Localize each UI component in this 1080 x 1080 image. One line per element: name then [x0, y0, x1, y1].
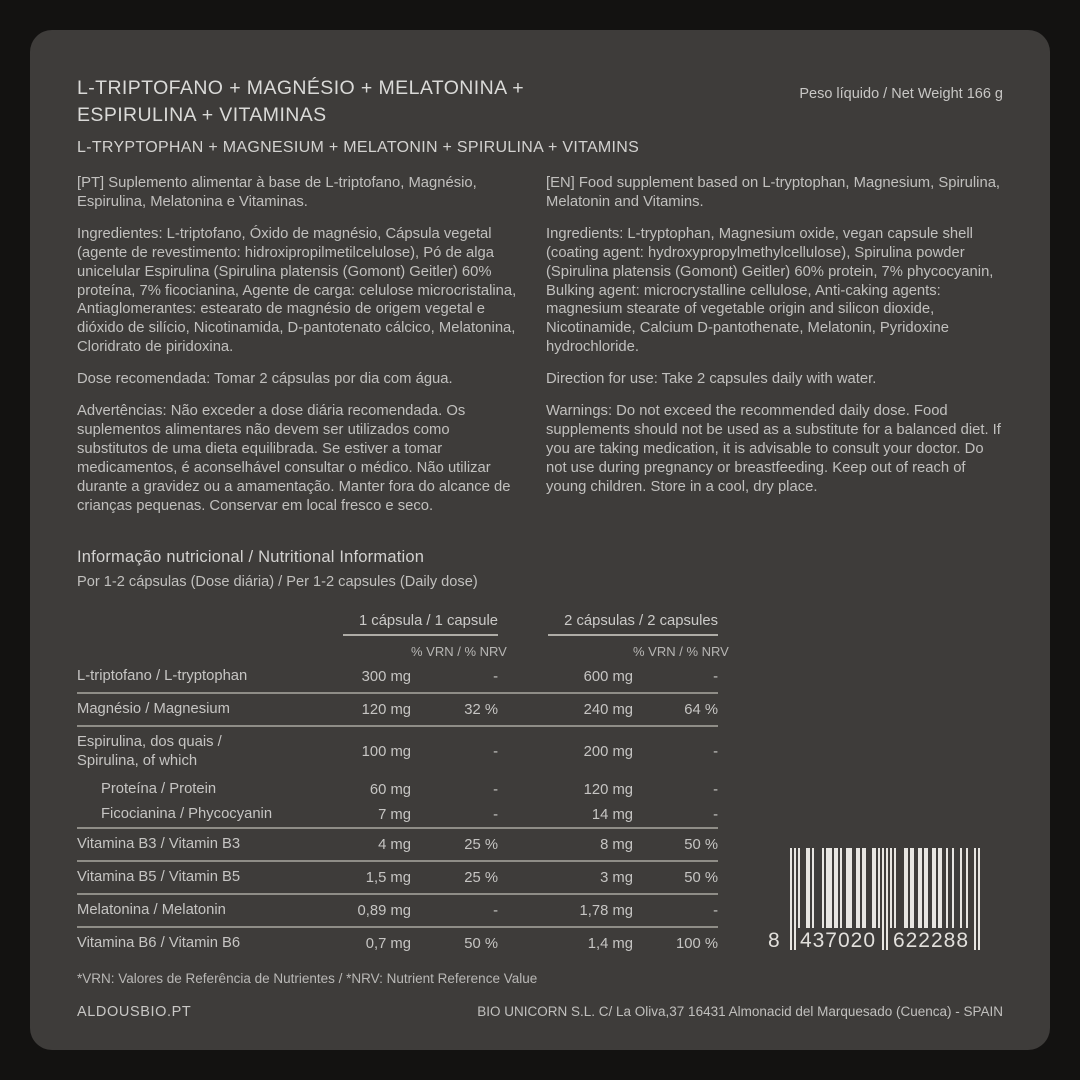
col-header-2-capsules: 2 cápsulas / 2 capsules: [498, 613, 718, 636]
product-title-en: L-TRYPTOPHAN + MAGNESIUM + MELATONIN + SPIRULINA + VITAMINS: [77, 139, 640, 156]
barcode-digits-group1: 437020: [799, 929, 877, 952]
pt-ingredients: Ingredientes: L-triptofano, Óxido de magnésio, Cápsula vegetal (agente de revestimento: hidroxipropilmetilcelulose), Pó de alga unicelular Espirulina (Spirulina platensis (Gomont) Geitler) 60% proteína, 7% ficocianina, Agente de carga: celulose microcristalina, Antiaglomerantes: estearato de magnésio de origem vegetal e dióxido de silício, Nicotinamida, D-pantotenato cálcico, Melatonina, Cloridrato de piridoxina.: [77, 225, 517, 356]
body-text-columns: [77, 174, 1003, 529]
table-subrow: Ficocianina / Phycocyanin 7 mg - 14 mg -: [77, 802, 718, 829]
table-vrn-header-row: [77, 636, 729, 661]
vrn-label-1: % VRN / % NRV: [411, 644, 507, 659]
col-header-1-capsule: 1 cápsula / 1 capsule: [327, 613, 498, 636]
brand-website: ALDOUSBIO.PT: [77, 1004, 192, 1020]
product-title-pt: [77, 75, 639, 129]
nutrition-subheading: Por 1-2 cápsulas (Dose diária) / Per 1-2 capsules (Daily dose): [77, 574, 478, 590]
product-title-block: [77, 75, 639, 158]
pt-intro: [PT] Suplemento alimentar à base de L-triptofano, Magnésio, Espirulina, Melatonina e Vitaminas.: [77, 175, 477, 210]
table-row: Vitamina B6 / Vitamin B6 0,7 mg 50 % 1,4 mg 100 %: [77, 935, 718, 952]
table-row: Magnésio / Magnesium 120 mg 32 % 240 mg 64 %: [77, 694, 718, 727]
en-direction: Direction for use: Take 2 capsules daily with water.: [546, 371, 877, 388]
product-label: [30, 30, 1050, 1050]
manufacturer-address: BIO UNICORN S.L. C/ La Oliva,37 16431 Almonacid del Marquesado (Cuenca) - SPAIN: [477, 1004, 1003, 1019]
en-intro: [EN] Food supplement based on L-tryptophan, Magnesium, Spirulina, Melatonin and Vitamins.: [546, 175, 1001, 210]
table-subrow: Proteína / Protein 60 mg - 120 mg -: [101, 781, 718, 798]
table-row: Vitamina B5 / Vitamin B5 1,5 mg 25 % 3 mg 50 %: [77, 862, 718, 895]
label-footer: [77, 1004, 1003, 1020]
table-row: Espirulina, dos quais / Spirulina, of which 100 mg - 200 mg -: [77, 734, 718, 769]
vrn-footnote: *VRN: Valores de Referência de Nutrientes / *NRV: Nutrient Reference Value: [77, 971, 538, 986]
product-title-pt-line1: L-TRIPTOFANO + MAGNÉSIO + MELATONINA +: [77, 77, 525, 99]
barcode-digit-first: 8: [768, 929, 781, 952]
column-en: [546, 174, 1003, 529]
table-row: Melatonina / Melatonin 0,89 mg - 1,78 mg -: [77, 895, 718, 928]
table-row: Vitamina B3 / Vitamin B3 4 mg 25 % 8 mg 50 %: [77, 829, 718, 862]
vrn-label-2: % VRN / % NRV: [633, 644, 729, 659]
table-row: L-triptofano / L-tryptophan 300 mg - 600 mg -: [77, 661, 718, 694]
en-ingredients: Ingredients: L-tryptophan, Magnesium oxide, vegan capsule shell (coating agent: hydroxypropylmethylcellulose), Spirulina powder (Spirulina platensis (Gomont) Geitler) 60% protein, 7% phycocyanin, Bulking agent: microcrystalline cellulose, Anti-caking agents: magnesium stearate of vegetable origin and silicon dioxide, Nicotinamide, Calcium D-pantothenate, Melatonin, Pyridoxine hydrochloride.: [546, 225, 994, 356]
nutrition-table: [77, 613, 729, 959]
ean13-barcode: [768, 848, 980, 952]
product-title-pt-line2: ESPIRULINA + VITAMINAS: [77, 104, 327, 126]
pt-warnings: Advertências: Não exceder a dose diária recomendada. Os suplementos alimentares não devem ser utilizados como substitutos de uma dieta equilibrada. Se estiver a tomar medicamentos, é aconselhável consultar o médico. Não utilizar durante a gravidez ou a amamentação. Manter fora do alcance de crianças pequenas. Conservar em local fresco e seco.: [77, 403, 511, 514]
column-pt: [77, 174, 518, 529]
barcode-digits-group2: 622288: [892, 929, 970, 952]
net-weight: Peso líquido / Net Weight 166 g: [799, 86, 1003, 102]
label-header: [77, 75, 1003, 158]
label-content: [30, 30, 1050, 1050]
en-warnings: Warnings: Do not exceed the recommended daily dose. Food supplements should not be used as a substitute for a balanced diet. If you are taking medication, it is advisable to consult your doctor. Do not use during pregnancy or breastfeeding. Keep out of reach of young children. Store in a cool, dry place.: [546, 403, 1001, 495]
nutrition-heading: Informação nutricional / Nutritional Information: [77, 548, 425, 566]
table-group-header-row: [77, 613, 718, 636]
nutrition-section: [77, 548, 737, 986]
pt-dose: Dose recomendada: Tomar 2 cápsulas por dia com água.: [77, 371, 453, 388]
